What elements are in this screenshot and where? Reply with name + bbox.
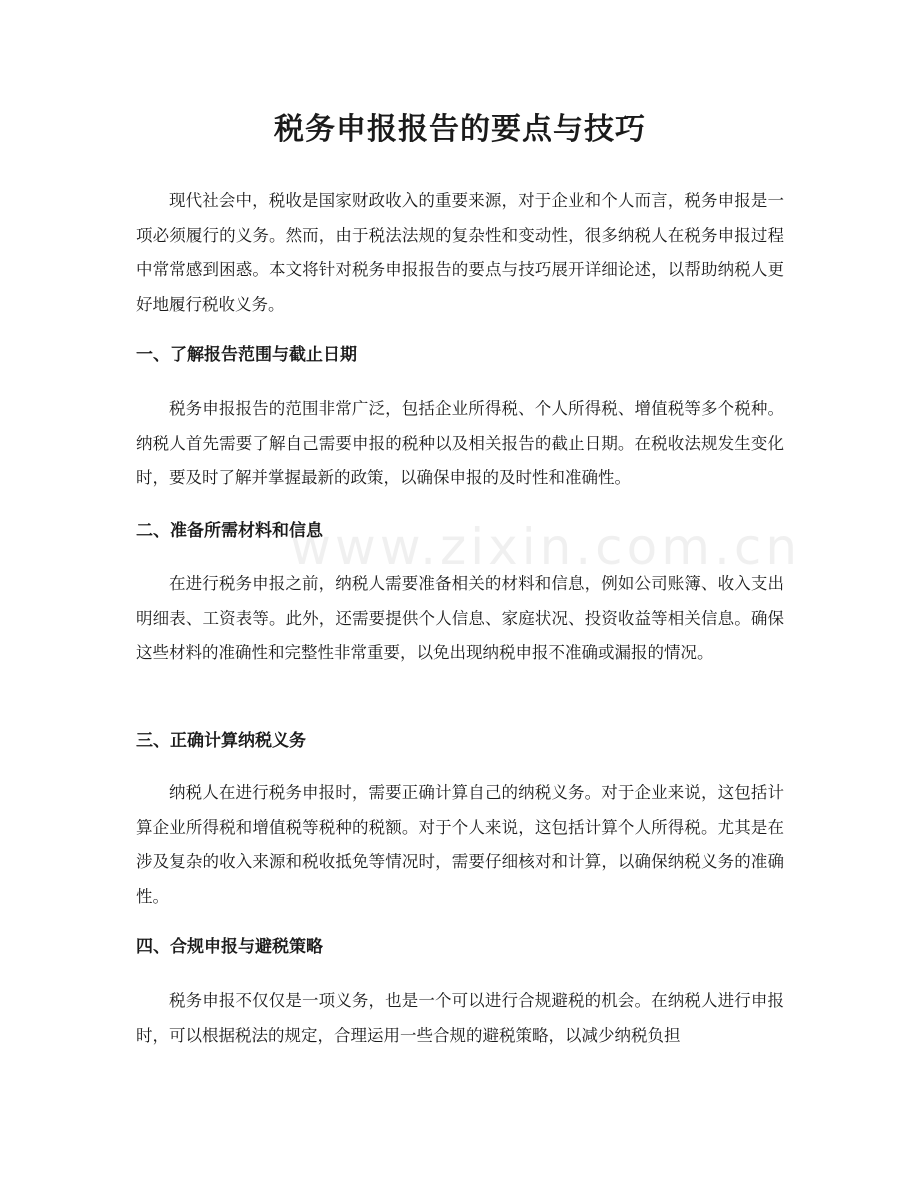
watermark: www.zixin.com.cn <box>290 518 802 576</box>
section-4-paragraph: 税务申报不仅仅是一项义务，也是一个可以进行合规避税的机会。在纳税人进行申报时，可以根据税法的规定，合理运用一些合规的避税策略，以减少纳税负担 <box>136 991 784 1045</box>
page-title: 税务申报报告的要点与技巧 <box>274 112 646 147</box>
section-3-paragraph: 纳税人在进行税务申报时，需要正确计算自己的纳税义务。对于企业来说，这包括计算企业所得税和增值税等税种的税额。对于个人来说，这包括计算个人所得税。尤其是在涉及复杂的收入来源和税收抵免等情况时，需要仔细核对和计算，以确保纳税义务的准确性。 <box>136 783 784 907</box>
section-1-paragraph: 税务申报报告的范围非常广泛，包括企业所得税、个人所得税、增值税等多个税种。纳税人首先需要了解自己需要申报的税种以及相关报告的截止日期。在税收法规发生变化时，要及时了解并掌握最新的政策，以确保申报的及时性和准确性。 <box>136 399 784 488</box>
section-3-heading: 三、正确计算纳税义务 <box>136 731 306 751</box>
section-1-heading: 一、了解报告范围与截止日期 <box>136 345 357 365</box>
intro-paragraph: 现代社会中，税收是国家财政收入的重要来源，对于企业和个人而言，税务申报是一项必须履行的义务。然而，由于税法法规的复杂性和变动性，很多纳税人在税务申报过程中常常感到困惑。本文将针对税务申报报告的要点与技巧展开详细论述，以帮助纳税人更好地履行税收义务。 <box>136 191 784 315</box>
section-4-heading: 四、合规申报与避税策略 <box>136 937 323 957</box>
section-2-paragraph: 在进行税务申报之前，纳税人需要准备相关的材料和信息，例如公司账簿、收入支出明细表、工资表等。此外，还需要提供个人信息、家庭状况、投资收益等相关信息。确保这些材料的准确性和完整性非常重要，以免出现纳税申报不准确或漏报的情况。 <box>136 574 784 663</box>
section-2-heading: 二、准备所需材料和信息 <box>136 521 323 541</box>
